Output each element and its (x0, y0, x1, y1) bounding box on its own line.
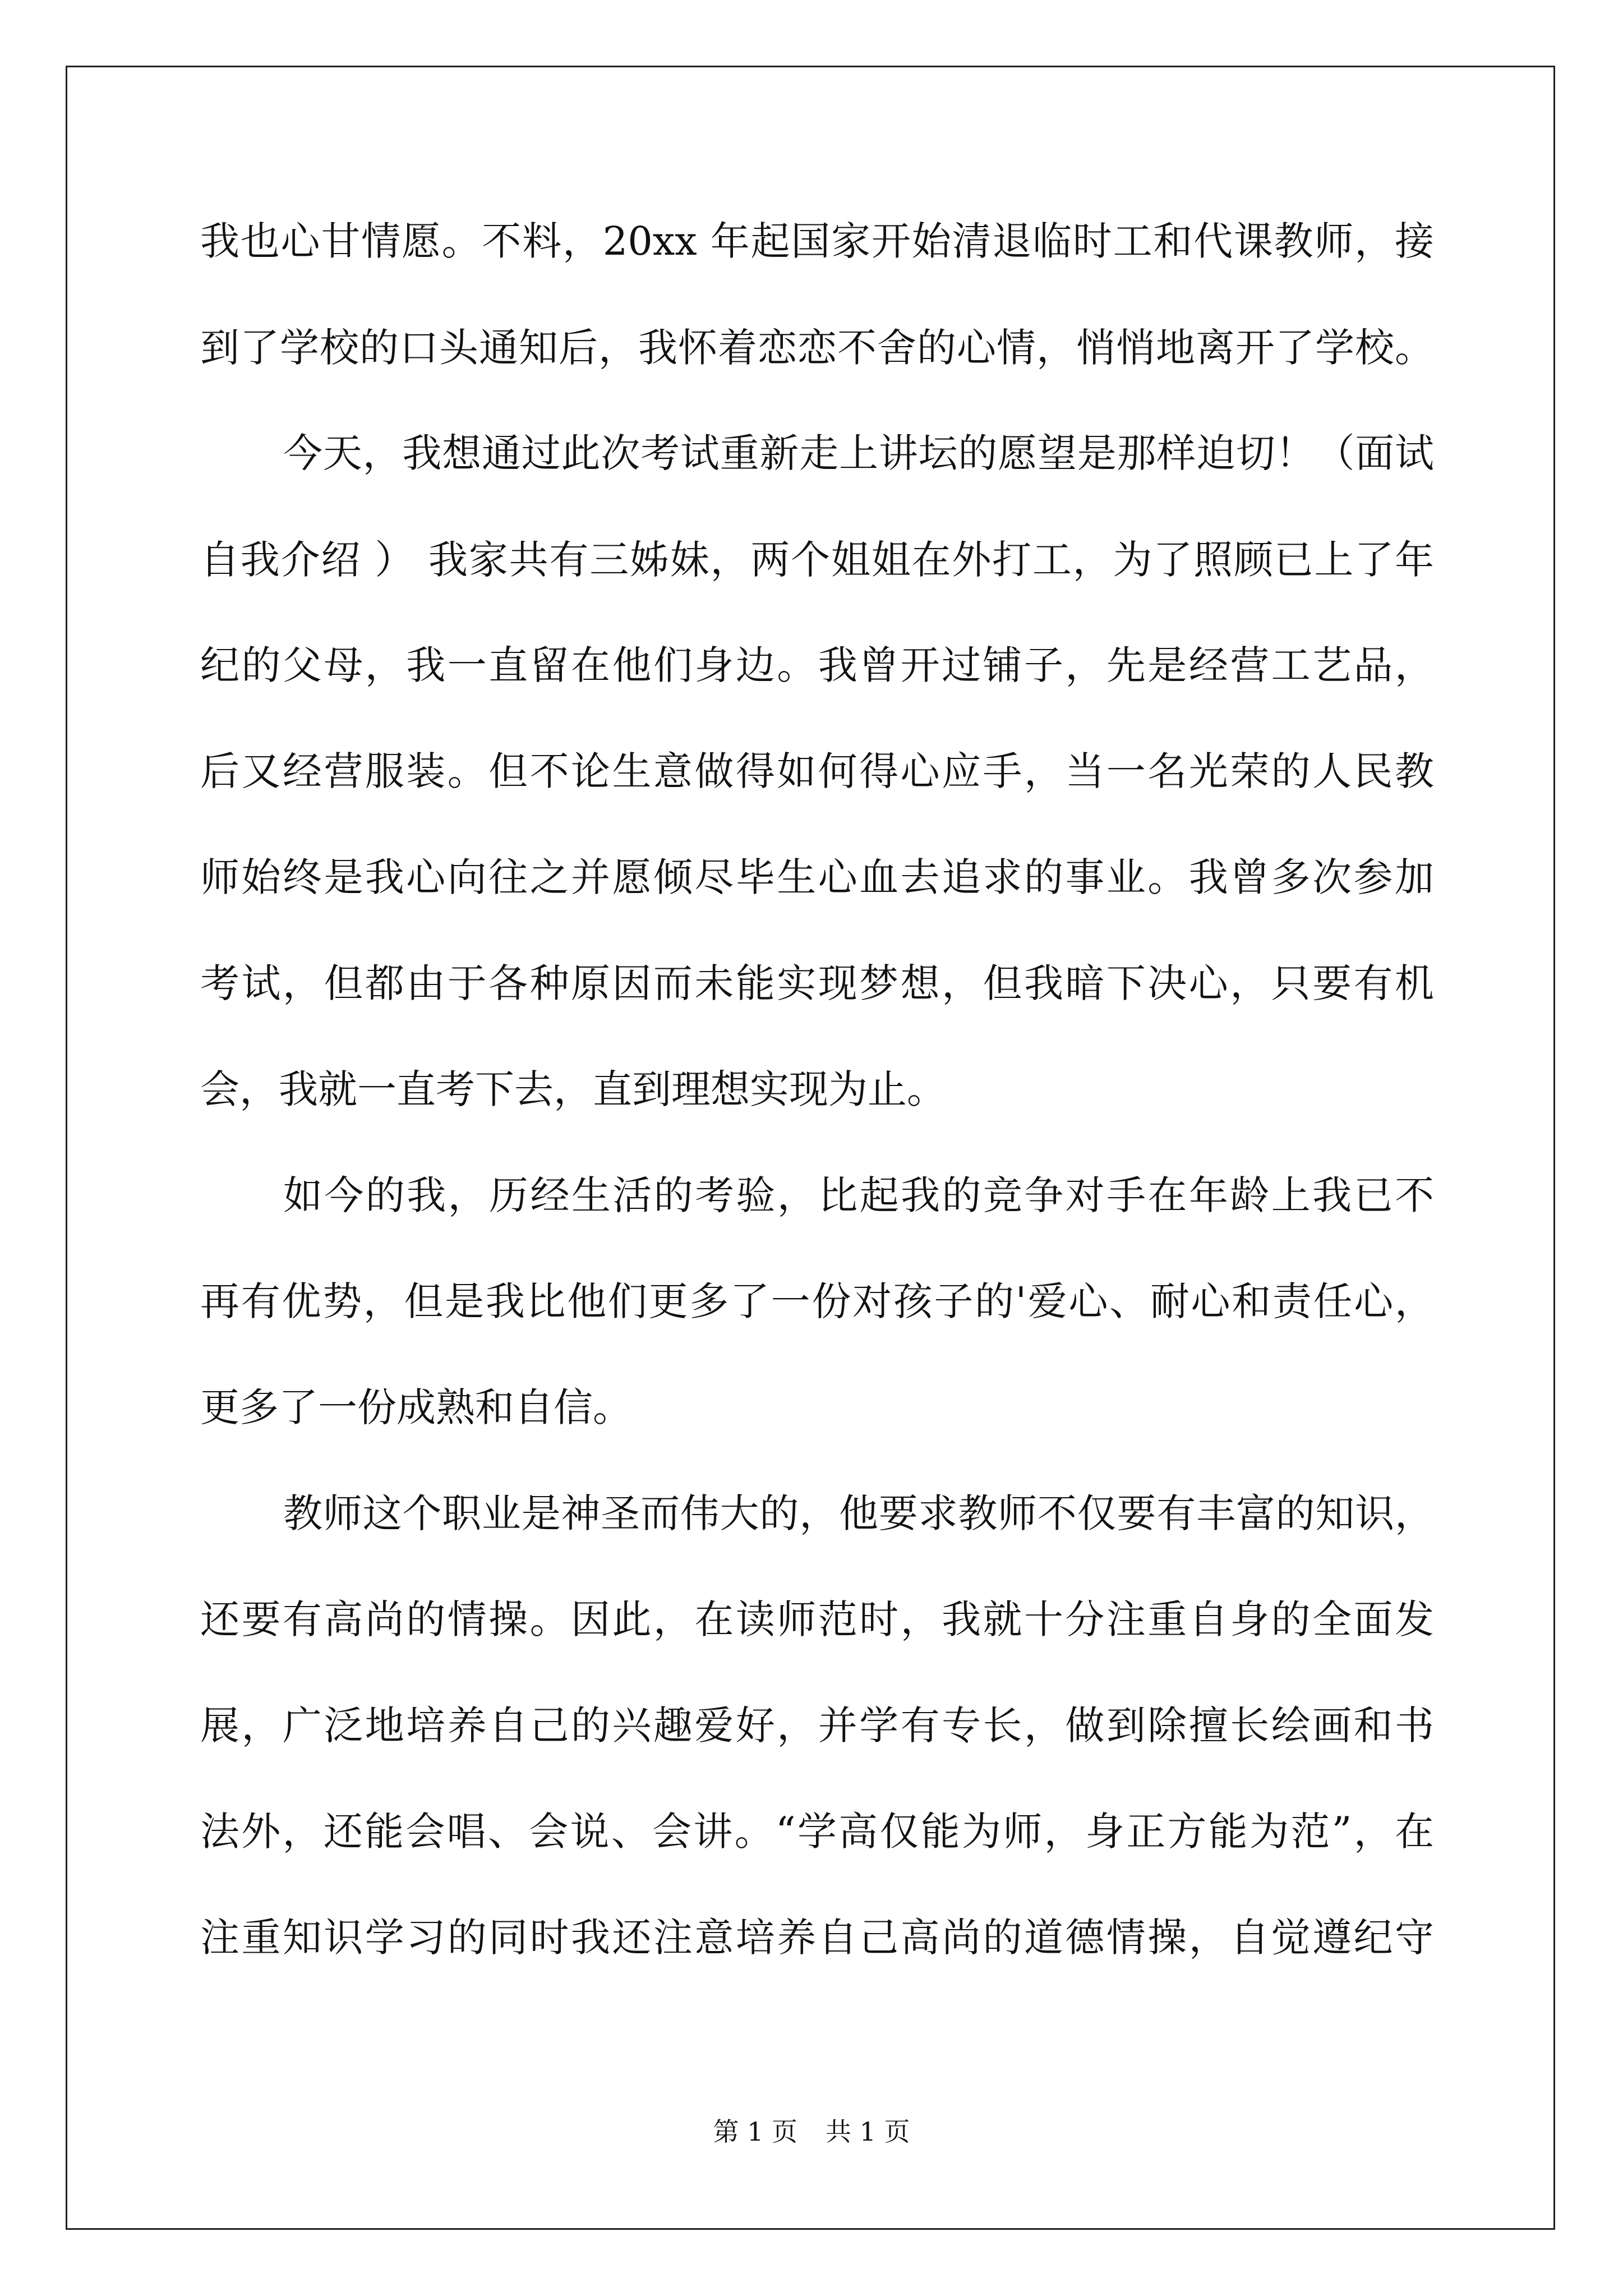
text-line: 我也心甘情愿。不料，20xx 年起国家开始清退临时工和代课教师，接 (200, 218, 1434, 264)
text-line: 教师这个职业是神圣而伟大的，他要求教师不仅要有丰富的知识， (283, 1490, 1434, 1536)
text-line: 今天，我想通过此次考试重新走上讲坛的愿望是那样迫切！（面试 (283, 430, 1434, 476)
page-total: 共 1 页 (826, 2116, 910, 2147)
text-line: 再有优势，但是我比他们更多了一份对孩子的'爱心、耐心和责任心， (200, 1278, 1434, 1324)
text-line: 到了学校的口头通知后，我怀着恋恋不舍的心情，悄悄地离开了学校。 (200, 325, 1434, 371)
text-line: 自我介绍 ） 我家共有三姊妹，两个姐姐在外打工，为了照顾已上了年 (200, 537, 1434, 583)
text-line: 法外，还能会唱、会说、会讲。“学高仅能为师，身正方能为范”，在 (200, 1809, 1434, 1855)
text-line: 后又经营服装。但不论生意做得如何得心应手，当一名光荣的人民教 (200, 748, 1434, 794)
text-line: 会，我就一直考下去，直到理想实现为止。 (200, 1066, 946, 1112)
text-line: 更多了一份成熟和自信。 (200, 1384, 632, 1430)
page-footer (0, 2116, 1623, 2147)
page-number: 第 1 页 (713, 2116, 797, 2147)
text-line: 如今的我，历经生活的考验，比起我的竞争对手在年龄上我已不 (283, 1172, 1434, 1218)
text-line: 考试，但都由于各种原因而未能实现梦想，但我暗下决心，只要有机 (200, 960, 1434, 1006)
page-border (66, 66, 1555, 2230)
text-line: 注重知识学习的同时我还注意培养自己高尚的道德情操，自觉遵纪守 (200, 1915, 1434, 1961)
text-line: 展，广泛地培养自己的兴趣爱好，并学有专长，做到除擅长绘画和书 (200, 1703, 1434, 1749)
text-line: 还要有高尚的情操。因此，在读师范时，我就十分注重自身的全面发 (200, 1596, 1434, 1642)
text-line: 纪的父母，我一直留在他们身边。我曾开过铺子，先是经营工艺品， (200, 642, 1434, 688)
text-line: 师始终是我心向往之并愿倾尽毕生心血去追求的事业。我曾多次参加 (200, 854, 1434, 900)
